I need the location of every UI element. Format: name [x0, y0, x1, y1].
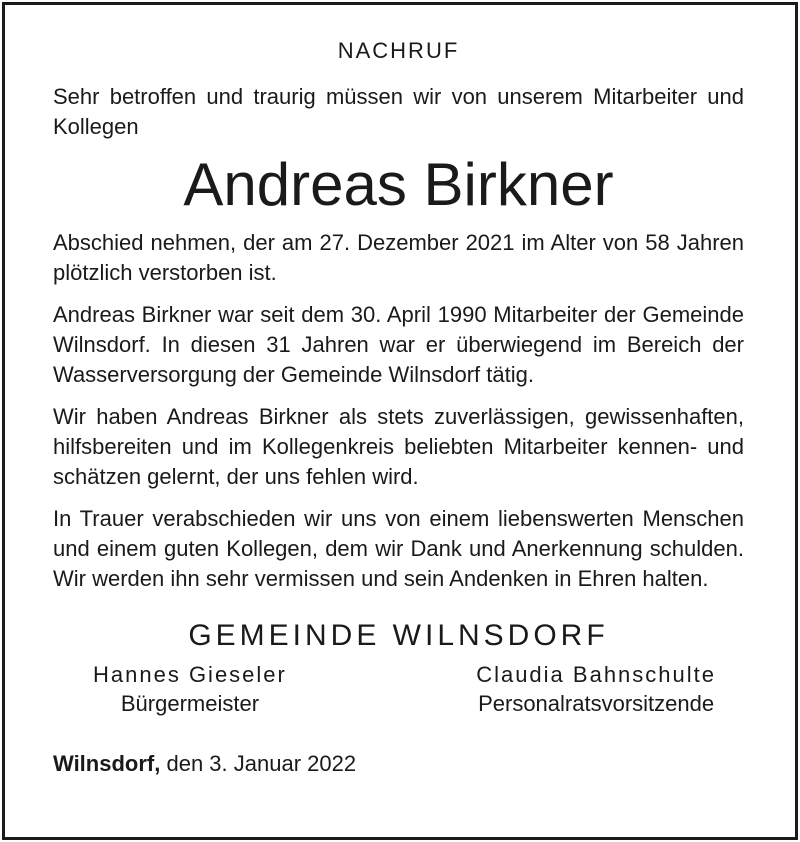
- signer-name: Claudia Bahnschulte: [476, 662, 716, 687]
- signer-mayor: [93, 660, 287, 718]
- signers-block: [53, 660, 744, 718]
- signer-title: Bürgermeister: [120, 691, 260, 716]
- organization-name: GEMEINDE WILNSDORF: [188, 619, 609, 652]
- dateline-place: Wilnsdorf,: [53, 751, 161, 776]
- signer-name: Hannes Gieseler: [93, 662, 287, 687]
- paragraph-character: Wir haben Andreas Birkner als stets zuverlässigen, gewissenhaften, hilfsbereiten und im Kollegenkreis beliebten Mitarbeiter kennen- und schätzen gelernt, der uns fehlen wird.: [53, 404, 744, 489]
- notice-heading: NACHRUF: [337, 38, 460, 63]
- signer-council-chair: [476, 660, 716, 718]
- paragraph-mourning: In Trauer verabschieden wir uns von einem liebenswerten Menschen und einem guten Kollegen, dem wir Dank und Anerkennung schulden. Wir werden ihn sehr vermissen und sein Andenken in Ehren halten.: [53, 506, 744, 591]
- paragraph-farewell: Abschied nehmen, der am 27. Dezember 2021 im Alter von 58 Jahren plötzlich verstorben ist.: [53, 230, 744, 285]
- dateline-date: den 3. Januar 2022: [166, 751, 357, 776]
- obituary-notice: [53, 37, 744, 778]
- paragraph-career: Andreas Birkner war seit dem 30. April 1990 Mitarbeiter der Gemeinde Wilnsdorf. In diesen 31 Jahren war er überwiegend im Bereich der Wasserversorgung der Gemeinde Wilnsdorf tätig.: [53, 302, 744, 387]
- dateline: [53, 750, 744, 778]
- deceased-name: Andreas Birkner: [183, 151, 614, 218]
- intro-paragraph: Sehr betroffen und traurig müssen wir von unserem Mitarbeiter und Kollegen: [53, 84, 744, 139]
- signer-title: Personalratsvorsitzende: [478, 691, 715, 716]
